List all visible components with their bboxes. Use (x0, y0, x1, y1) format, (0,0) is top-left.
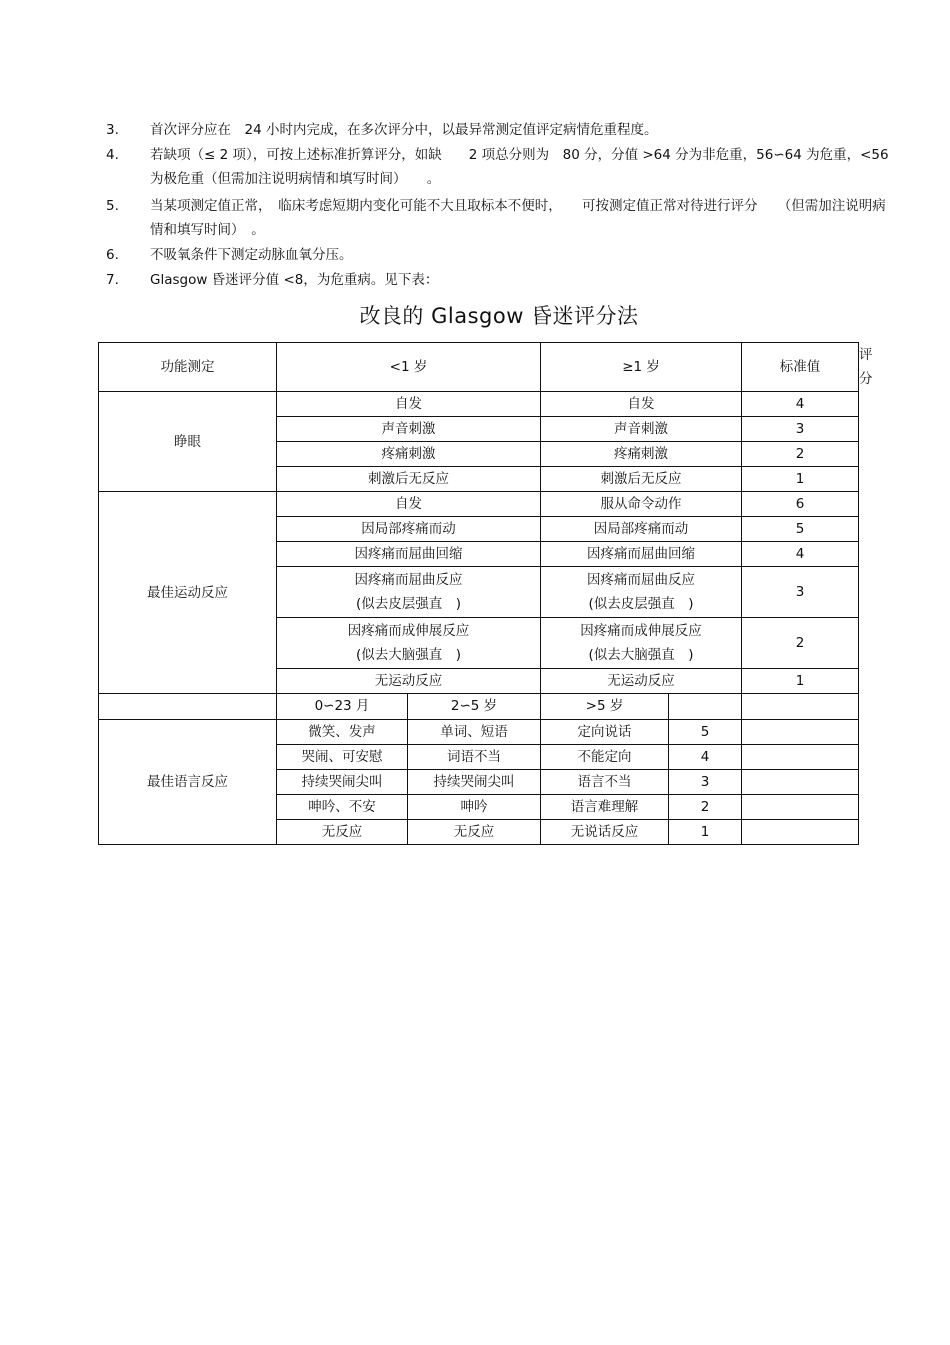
note-text: 若缺项（≤ 2 项），可按上述标准折算评分，如缺 2 项总分则为 80 分，分值 >64 分为非危重，56∽64 为危重，<56 为极危重（但需加注说明病情和填写时间） 。 (150, 147, 893, 187)
cell-empty (669, 694, 742, 720)
cell-infant-line2: (似去大脑强直 ) (355, 647, 462, 663)
cell-infant-line1: 因疼痛而成伸展反应 (347, 623, 470, 639)
cell-score (742, 745, 859, 770)
cell-standard-value: 4 (742, 392, 859, 417)
note-item (106, 268, 896, 292)
cell-older (541, 567, 742, 618)
cell-standard-value: 6 (742, 492, 859, 517)
cell-older-line1: 因疼痛而屈曲反应 (587, 572, 696, 588)
cell-age-c: 无说话反应 (541, 820, 669, 845)
category-verbal: 最佳语言反应 (99, 720, 277, 845)
header-age-0-23-months: 0∽23 月 (277, 694, 408, 720)
cell-infant: 因局部疼痛而动 (277, 517, 541, 542)
cell-standard-value: 3 (742, 417, 859, 442)
note-item (106, 143, 896, 191)
note-item (106, 243, 896, 267)
cell-score (742, 770, 859, 795)
cell-older (541, 618, 742, 669)
cell-older-line2: (似去大脑强直 ) (588, 647, 694, 663)
cell-older: 服从命令动作 (541, 492, 742, 517)
category-motor: 最佳运动反应 (99, 492, 277, 694)
cell-standard-value: 1 (669, 820, 742, 845)
cell-infant: 刺激后无反应 (277, 467, 541, 492)
note-number: 7. (106, 272, 119, 288)
cell-age-b: 单词、短语 (408, 720, 541, 745)
cell-infant: 无运动反应 (277, 669, 541, 694)
cell-infant: 疼痛刺激 (277, 442, 541, 467)
cell-infant: 声音刺激 (277, 417, 541, 442)
cell-older-line2: (似去皮层强直 ) (588, 596, 694, 612)
cell-age-a: 呻吟、不安 (277, 795, 408, 820)
note-text: Glasgow 昏迷评分值 <8，为危重病。见下表： (150, 272, 439, 288)
cell-infant: 自发 (277, 392, 541, 417)
cell-infant-line1: 因疼痛而屈曲反应 (354, 572, 463, 588)
cell-standard-value: 3 (742, 567, 859, 618)
cell-standard-value: 4 (742, 542, 859, 567)
note-text: 当某项测定值正常， 临床考虑短期内变化可能不大且取标本不便时， 可按测定值正常对待进行评分 （但需加注说明病情和填写时间） 。 (150, 198, 886, 238)
cell-standard-value: 1 (742, 467, 859, 492)
cell-standard-value: 1 (742, 669, 859, 694)
glasgow-coma-table (98, 342, 873, 845)
table-row (99, 720, 859, 745)
cell-age-b: 呻吟 (408, 795, 541, 820)
cell-infant: 因疼痛而屈曲回缩 (277, 542, 541, 567)
cell-standard-value: 5 (742, 517, 859, 542)
cell-standard-value: 2 (742, 618, 859, 669)
cell-older: 刺激后无反应 (541, 467, 742, 492)
cell-standard-value: 4 (669, 745, 742, 770)
table-title: 改良的 Glasgow 昏迷评分法 (359, 304, 639, 328)
note-number: 3. (106, 122, 119, 138)
cell-age-b: 词语不当 (408, 745, 541, 770)
note-number: 5. (106, 198, 119, 214)
category-eye: 睁眼 (99, 392, 277, 492)
header-older: ≥1 岁 (541, 343, 742, 392)
cell-standard-value: 5 (669, 720, 742, 745)
cell-older: 疼痛刺激 (541, 442, 742, 467)
cell-standard-value: 2 (742, 442, 859, 467)
header-age-2-5-years: 2∽5 岁 (408, 694, 541, 720)
note-text: 首次评分应在 24 小时内完成，在多次评分中，以最异常测定值评定病情危重程度。 (150, 122, 658, 138)
cell-age-c: 不能定向 (541, 745, 669, 770)
cell-score (742, 795, 859, 820)
cell-age-b: 持续哭闹尖叫 (408, 770, 541, 795)
cell-infant-line2: (似去皮层强直 ) (355, 596, 462, 612)
table-row (99, 392, 859, 417)
cell-score (742, 720, 859, 745)
cell-older: 因疼痛而屈曲回缩 (541, 542, 742, 567)
cell-infant (277, 618, 541, 669)
note-number: 6. (106, 247, 119, 263)
cell-standard-value: 2 (669, 795, 742, 820)
cell-empty (99, 694, 277, 720)
note-text: 不吸氧条件下测定动脉血氧分压。 (150, 247, 353, 263)
header-standard: 标准值 (742, 343, 859, 392)
cell-older: 无运动反应 (541, 669, 742, 694)
verbal-age-header-row (99, 694, 859, 720)
header-infant: <1 岁 (277, 343, 541, 392)
cell-infant: 自发 (277, 492, 541, 517)
cell-age-b: 无反应 (408, 820, 541, 845)
note-number: 4. (106, 147, 119, 163)
cell-age-a: 持续哭闹尖叫 (277, 770, 408, 795)
table-row (99, 492, 859, 517)
cell-age-c: 语言不当 (541, 770, 669, 795)
cell-empty (742, 694, 859, 720)
cell-older: 声音刺激 (541, 417, 742, 442)
cell-older: 自发 (541, 392, 742, 417)
cell-age-a: 哭闹、可安慰 (277, 745, 408, 770)
cell-older: 因局部疼痛而动 (541, 517, 742, 542)
cell-age-a: 无反应 (277, 820, 408, 845)
cell-infant (277, 567, 541, 618)
cell-score (742, 820, 859, 845)
header-function: 功能测定 (99, 343, 277, 392)
table-header-row: 功能测定 <1 岁 ≥1 岁 标准值 评分 (99, 343, 859, 392)
cell-standard-value: 3 (669, 770, 742, 795)
note-item (106, 118, 896, 142)
cell-age-a: 微笑、发声 (277, 720, 408, 745)
cell-age-c: 定向说话 (541, 720, 669, 745)
note-item (106, 194, 896, 242)
cell-older-line1: 因疼痛而成伸展反应 (580, 623, 702, 639)
cell-age-c: 语言难理解 (541, 795, 669, 820)
header-age-over-5-years: >5 岁 (541, 694, 669, 720)
